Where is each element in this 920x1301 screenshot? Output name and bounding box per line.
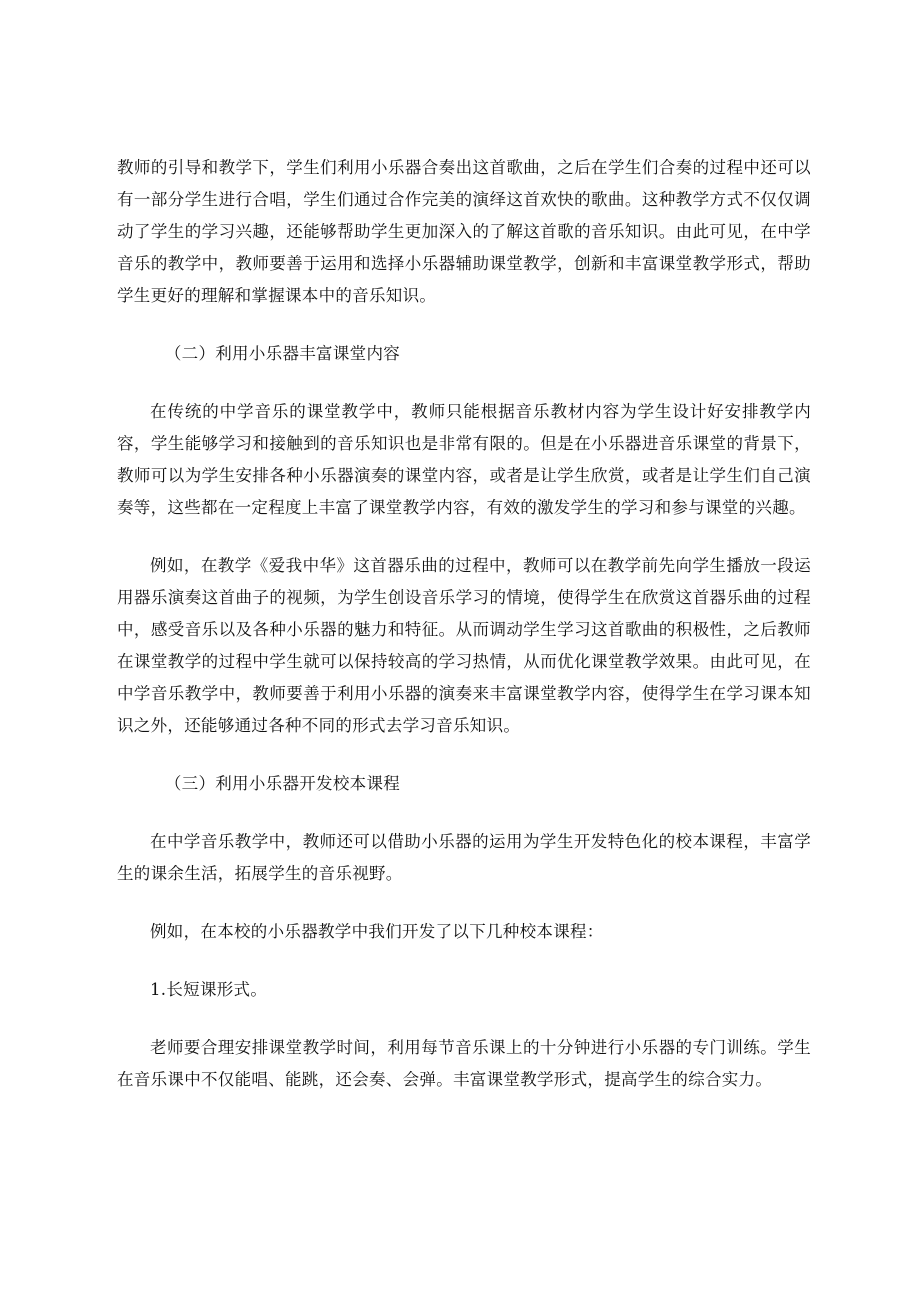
paragraph-example-ai-wo-zhonghua: 例如，在教学《爱我中华》这首器乐曲的过程中，教师可以在教学前先向学生播放一段运用器乐演奏这首曲子的视频，为学生创设音乐学习的情境，使得学生在欣赏这首器乐曲的过程中，感受音乐以及各种小乐器的魅力和特征。从而调动学生学习这首歌曲的积极性，之后教师在课堂教学的过程中学生就可以保持较高的学习热情，从而优化课堂教学效果。由此可见，在中学音乐教学中，教师要善于利用小乐器的演奏来丰富课堂教学内容，使得学生在学习课本知识之外，还能够通过各种不同的形式去学习音乐知识。 bbox=[117, 556, 811, 735]
paragraph-continuation: 教师的引导和教学下，学生们利用小乐器合奏出这首歌曲，之后在学生们合奏的过程中还可以有一部分学生进行合唱，学生们通过合作完美的演绎这首欢快的歌曲。这种教学方式不仅仅调动了学生的学习兴趣，还能够帮助学生更加深入的了解这首歌的音乐知识。由此可见，在中学音乐的教学中，教师要善于运用和选择小乐器辅助课堂教学，创新和丰富课堂教学形式，帮助学生更好的理解和掌握课本中的音乐知识。 bbox=[117, 158, 811, 305]
section-heading-2: （二）利用小乐器丰富课堂内容 bbox=[164, 344, 401, 363]
paragraph-class-time: 老师要合理安排课堂教学时间，利用每节音乐课上的十分钟进行小乐器的专门训练。学生在音乐课中不仅能唱、能跳，还会奏、会弹。丰富课堂教学形式，提高学生的综合实力。 bbox=[117, 1038, 811, 1089]
paragraph-example-curriculum: 例如，在本校的小乐器教学中我们开发了以下几种校本课程： bbox=[150, 922, 604, 941]
document-body bbox=[117, 152, 811, 1122]
paragraph-traditional-teaching: 在传统的中学音乐的课堂教学中，教师只能根据音乐教材内容为学生设计好安排教学内容，学生能够学习和接触到的音乐知识也是非常有限的。但是在小乐器进音乐课堂的背景下，教师可以为学生安排各种小乐器演奏的课堂内容，或者是让学生欣赏，或者是让学生们自己演奏等，这些都在一定程度上丰富了课堂教学内容，有效的激发学生的学习和参与课堂的兴趣。 bbox=[117, 402, 811, 517]
list-item-1: 1.长短课形式。 bbox=[150, 980, 268, 999]
section-heading-3: （三）利用小乐器开发校本课程 bbox=[164, 774, 401, 793]
paragraph-school-curriculum: 在中学音乐教学中，教师还可以借助小乐器的运用为学生开发特色化的校本课程，丰富学生的课余生活，拓展学生的音乐视野。 bbox=[117, 832, 811, 883]
